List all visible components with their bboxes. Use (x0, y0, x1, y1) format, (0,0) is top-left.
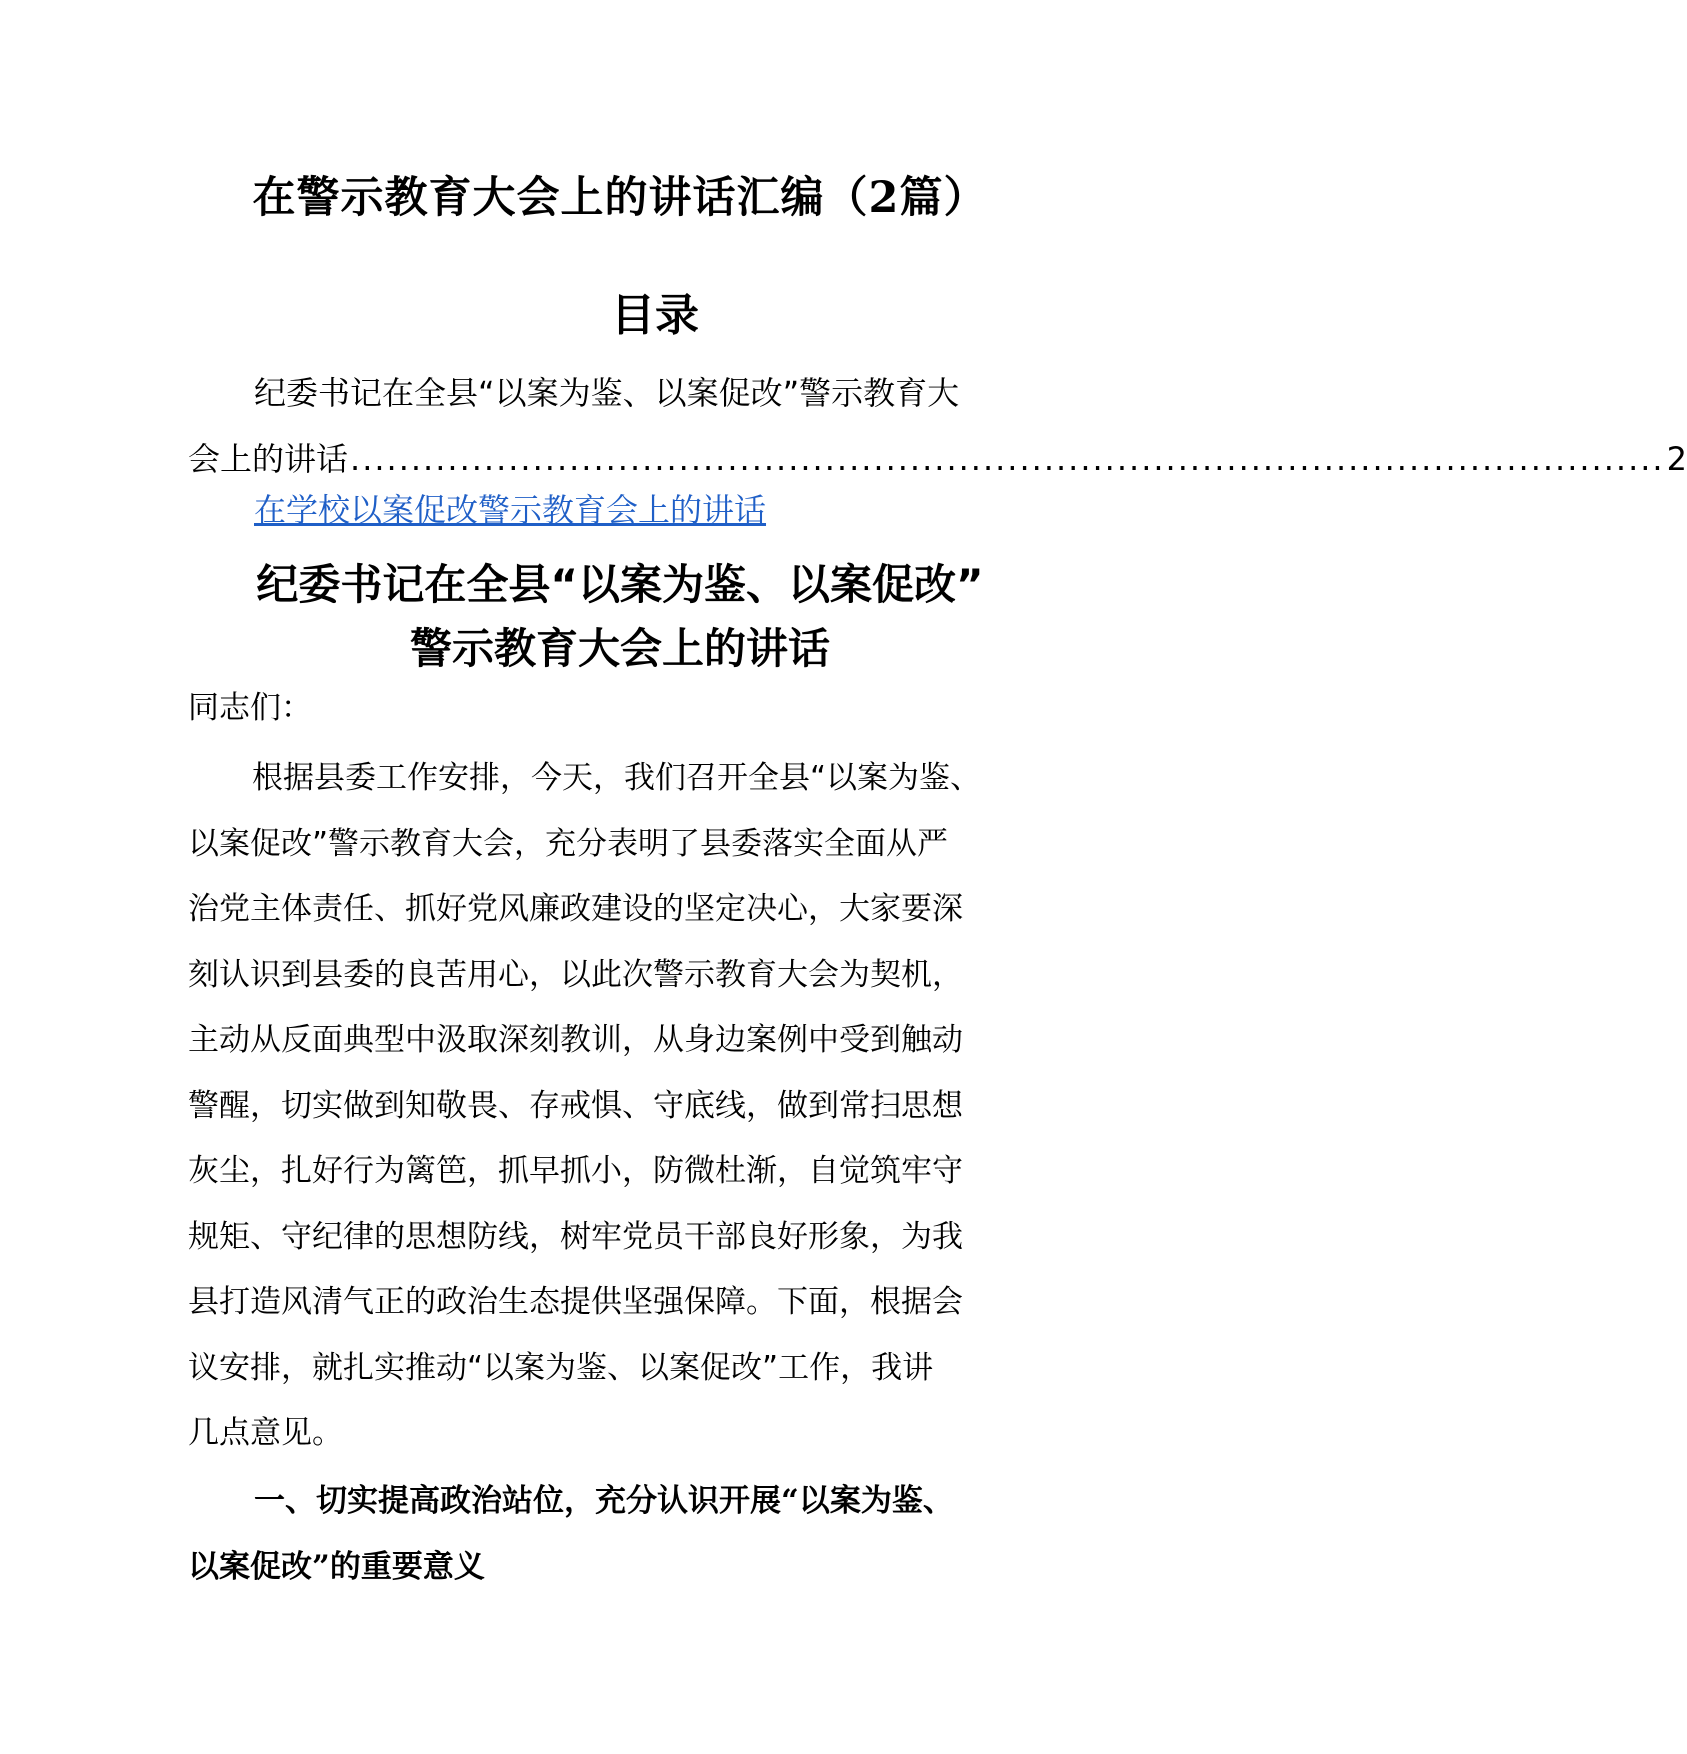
article-title-line-1: 纪委书记在全县“以案为鉴、以案促改” (256, 560, 984, 609)
section-heading-line-1: 一、切实提高政治站位，充分认识开展“以案为鉴、 (254, 1483, 954, 1519)
paragraph-line: 几点意见。 (188, 1415, 343, 1451)
article-title-line-2: 警示教育大会上的讲话 (409, 624, 830, 673)
paragraph-line: 主动从反面典型中汲取深刻教训，从身边案例中受到触动 (188, 1022, 963, 1058)
toc-entry-line-2 (188, 426, 1687, 492)
article-title (0, 553, 1240, 681)
toc-entry-text-line-2: 会上的讲话 (188, 440, 349, 478)
document-title: 在警示教育大会上的讲话汇编（2篇） (252, 173, 988, 223)
toc-entry[interactable] (188, 360, 1687, 492)
toc-heading: 目录 (611, 290, 699, 341)
toc-page-number: 2 (1666, 440, 1687, 478)
toc-entry-text-line-1: 纪委书记在全县“以案为鉴、以案促改”警示教育大 (254, 374, 960, 412)
paragraph-line: 警醒，切实做到知敬畏、存戒惧、守底线，做到常扫思想 (188, 1087, 963, 1124)
paragraph-line: 县打造风清气正的政治生态提供坚强保障。下面，根据会 (188, 1284, 963, 1320)
toc-link[interactable]: 在学校以案促改警示教育会上的讲话 (254, 491, 767, 529)
toc-dot-leader: ............................................................................................................ (350, 440, 1665, 478)
paragraph-line: 议安排，就扎实推动“以案为鉴、以案促改”工作，我讲 (188, 1349, 934, 1386)
paragraph-line: 治党主体责任、抓好党风廉政建设的坚定决心，大家要深 (188, 891, 963, 927)
salutation: 同志们： (188, 690, 312, 726)
body-paragraph (188, 746, 1048, 1467)
paragraph-line: 规矩、守纪律的思想防线，树牢党员干部良好形象，为我 (188, 1218, 963, 1255)
paragraph-line: 刻认识到县委的良苦用心，以此次警示教育大会为契机， (188, 956, 963, 993)
paragraph-line: 以案促改”警示教育大会，充分表明了县委落实全面从严 (188, 825, 949, 862)
paragraph-line: 灰尘，扎好行为篱笆，抓早抓小，防微杜渐，自觉筑牢守 (188, 1153, 963, 1189)
section-heading (188, 1468, 1068, 1600)
section-heading-line-2: 以案促改”的重要意义 (188, 1549, 485, 1585)
paragraph-line: 根据县委工作安排，今天，我们召开全县“以案为鉴、 (252, 760, 982, 796)
